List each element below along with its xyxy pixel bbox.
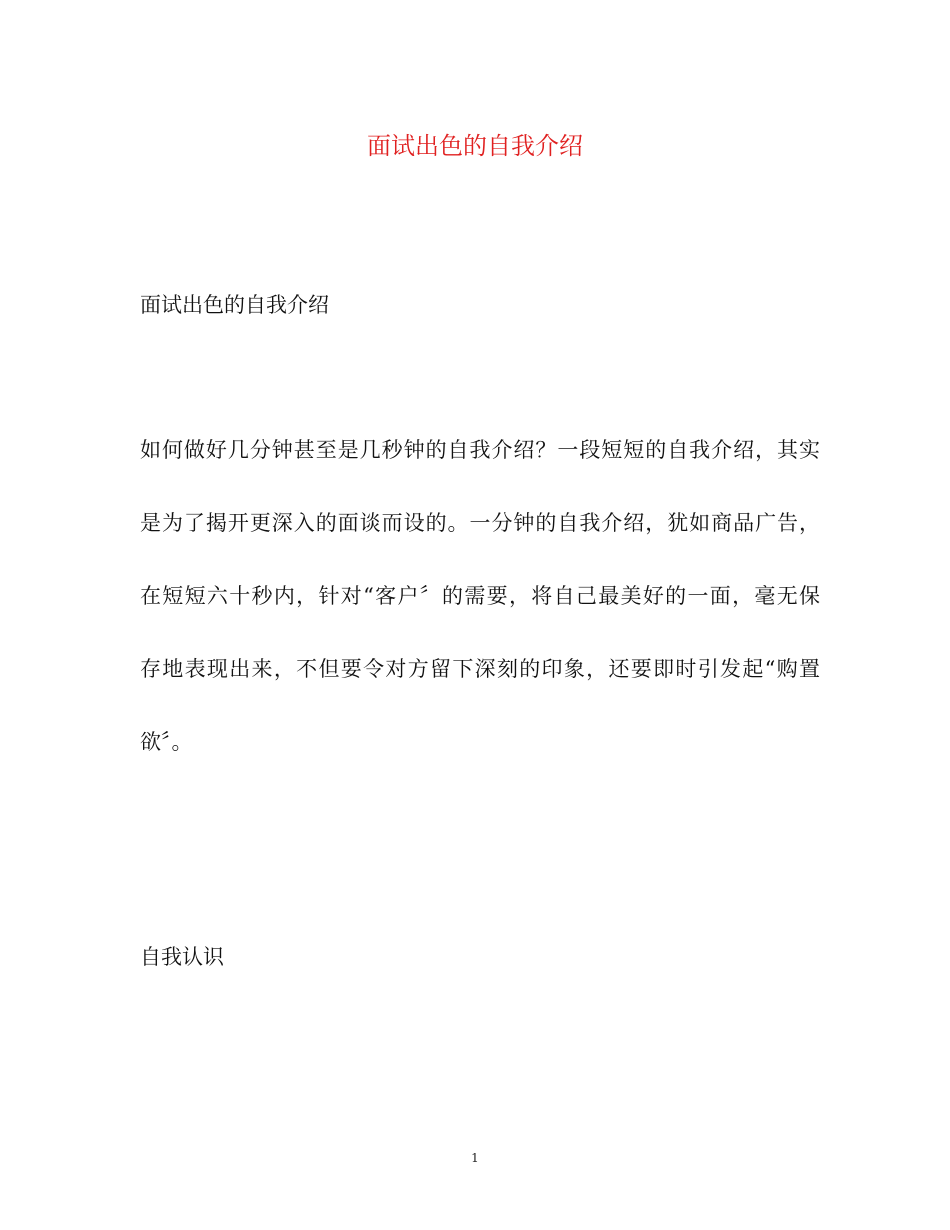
- document-title: 面试出色的自我介绍: [367, 132, 583, 160]
- section-heading-intro: 面试出色的自我介绍: [140, 293, 329, 317]
- section-heading-self-awareness: 自我认识: [140, 945, 224, 969]
- paragraph-line: 存地表现出来，不但要令对方留下深刻的印象，还要即时引发起“购置: [140, 657, 820, 681]
- page-number: 1: [471, 1151, 479, 1165]
- paragraph-line: 欲〞。: [140, 730, 193, 754]
- body-paragraph: [140, 433, 820, 798]
- paragraph-line: 如何做好几分钟甚至是几秒钟的自我介绍？一段短短的自我介绍，其实: [140, 438, 820, 462]
- paragraph-line: 在短短六十秒内，针对“客户〞的需要，将自己最美好的一面，毫无保: [140, 584, 820, 608]
- paragraph-line: 是为了揭开更深入的面谈而设的。一分钟的自我介绍，犹如商品广告，: [140, 511, 820, 535]
